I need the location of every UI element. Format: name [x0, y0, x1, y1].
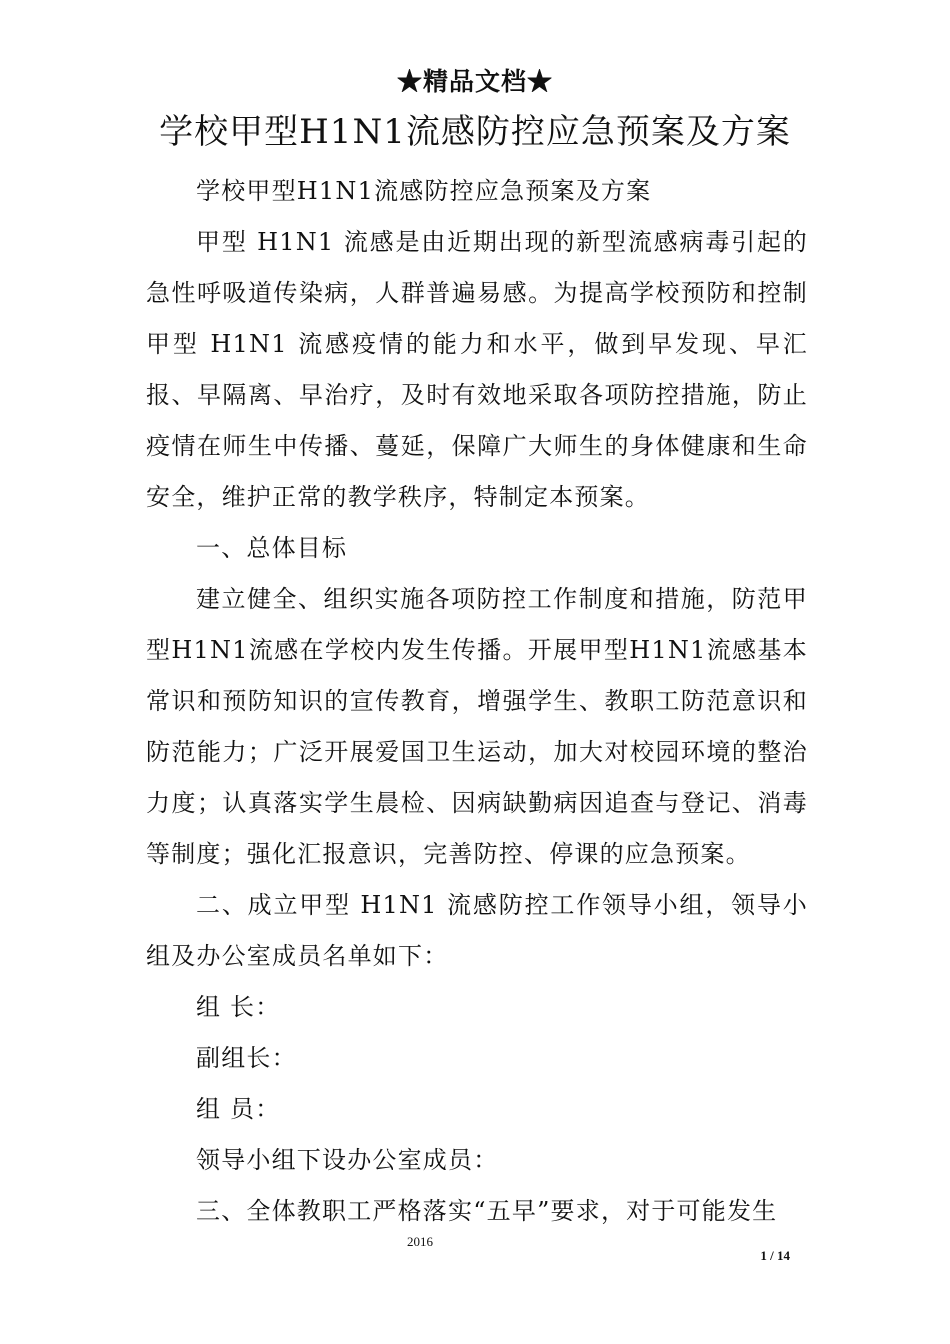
document-title: 学校甲型H1N1流感防控应急预案及方案 [159, 112, 791, 152]
office-members-line: 领导小组下设办公室成员： [196, 1146, 499, 1174]
subtitle-paragraph: 学校甲型H1N1流感防控应急预案及方案 [196, 177, 652, 205]
header-mark: ★精品文档★ [396, 67, 553, 96]
section-1-paragraph: 建立健全、组织实施各项防控工作制度和措施，防范甲型H1N1流感在学校内发生传播。开展甲型H1N1流感基本常识和预防知识的宣传教育，增强学生、教职工防范意识和防范能力；广泛开展爱国卫生运动，加大对校园环境的整治力度；认真落实学生晨检、因病缺勤病因追查与登记、消毒等制度；强化汇报意识，完善防控、停课的应急预案。 [146, 585, 808, 868]
deputy-leader-line: 副组长： [196, 1044, 297, 1072]
section-heading-2: 二、成立甲型 H1N1 流感防控工作领导小组，领导小组及办公室成员名单如下： [146, 891, 808, 970]
group-member-line: 组 员： [196, 1095, 281, 1123]
intro-paragraph: 甲型 H1N1 流感是由近期出现的新型流感病毒引起的急性呼吸道传染病，人群普遍易感。为提高学校预防和控制甲型 H1N1 流感疫情的能力和水平，做到早发现、早汇报、早隔离、早治疗，及时有效地采取各项防控措施，防止疫情在师生中传播、蔓延，保障广大师生的身体健康和生命安全，维护正常的教学秩序，特制定本预案。 [146, 228, 808, 511]
page-number: 1 / 14 [760, 1248, 790, 1263]
footer-year: 2016 [407, 1234, 433, 1249]
group-leader-line: 组 长： [196, 993, 281, 1021]
section-heading-1: 一、总体目标 [196, 534, 348, 562]
document-body [146, 166, 808, 1237]
section-heading-3: 三、全体教职工严格落实“五早”要求，对于可能发生 [196, 1197, 778, 1225]
